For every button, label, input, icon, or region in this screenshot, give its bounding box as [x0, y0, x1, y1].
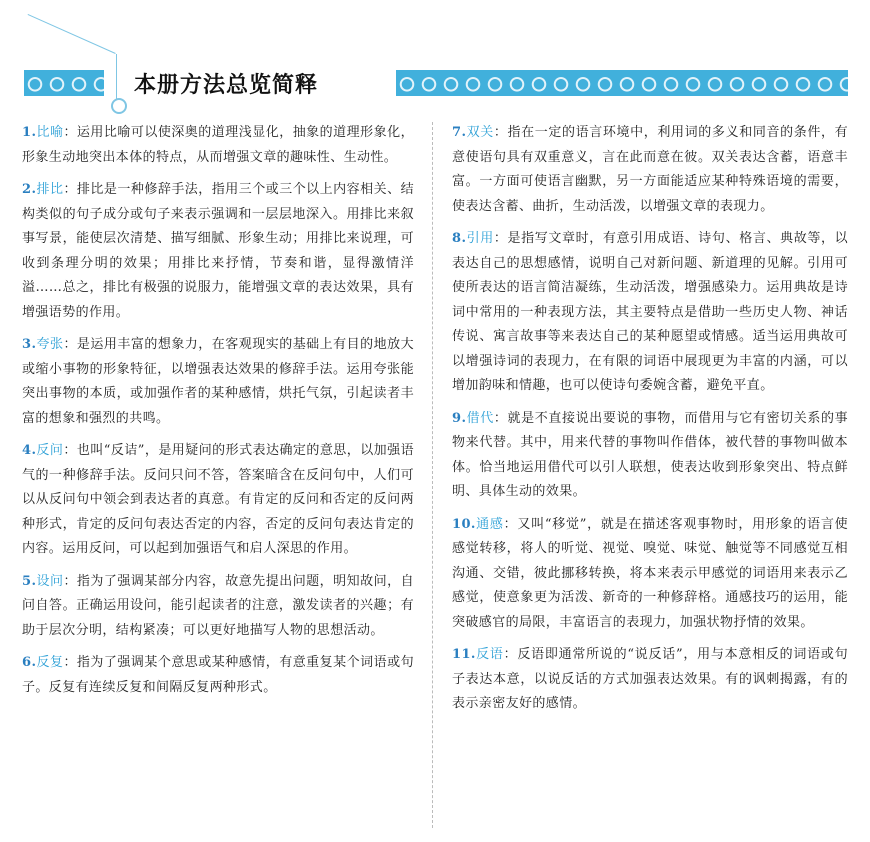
- item-term: 比喻: [36, 125, 64, 140]
- item-number: 5.: [22, 573, 37, 589]
- item-term: 排比: [36, 182, 64, 197]
- item-text: ：反语即通常所说的“说反话”，用与本意相反的词语或句子表达本意，以说反话的方式加强表达效果。有的讽刺揭露，有的表示亲密友好的感情。: [452, 647, 848, 711]
- method-item: [22, 570, 414, 644]
- item-term: 通感: [475, 516, 504, 532]
- item-text: ：指为了强调某部分内容，故意先提出问题，明知故问，自问自答。正确运用设问，能引起读者的注意，激发读者的兴趣；有助于层次分明，结构紧凑；可以更好地描写人物的思想活动。: [22, 573, 414, 638]
- method-item: [452, 407, 848, 505]
- method-item: [22, 121, 414, 170]
- item-number: 3.: [22, 337, 37, 352]
- item-text: ：排比是一种修辞手法，指用三个或三个以上内容相关、结构类似的句子成分或句子来表示强调和一层层地深入。用排比来叙事写景，能使层次清楚、描写细腻、形象生动；用排比来说理，可收到条理分明的效果；用排比来抒情，节奏和谐，显得激情洋溢……总之，排比有极强的说服力，能增强文章的表达效果，具有增强语势的作用。: [22, 182, 414, 320]
- item-term: 反复: [36, 655, 64, 670]
- method-item: [452, 513, 848, 636]
- item-number: 10.: [452, 516, 476, 532]
- item-term: 引用: [466, 231, 494, 246]
- decorative-diagonal-line: [28, 14, 116, 54]
- method-item: [22, 651, 414, 700]
- item-number: 9.: [452, 410, 467, 426]
- item-term: 反问: [36, 443, 64, 458]
- method-item: [22, 333, 414, 431]
- page-title: 本册方法总览简释: [134, 73, 319, 98]
- item-term: 反语: [475, 647, 504, 662]
- method-item: [452, 121, 848, 219]
- item-number: 11.: [452, 647, 476, 662]
- item-term: 借代: [466, 410, 494, 426]
- item-term: 夸张: [36, 337, 64, 352]
- column-divider: [432, 122, 433, 828]
- right-column: [452, 121, 848, 725]
- method-item: [452, 227, 848, 399]
- method-item: [22, 439, 414, 562]
- item-number: 2.: [22, 182, 37, 197]
- item-text: ：指在一定的语言环境中，利用词的多义和同音的条件，有意使语句具有双重意义，言在此而意在彼。双关表达含蓄，语意丰富。一方面可使语言幽默，另一方面能适应某种特殊语境的需要，使表达含蓄、曲折，生动活泼，以增强文章的表现力。: [452, 125, 848, 214]
- header-decorative-band-right: [396, 70, 848, 96]
- method-item: [452, 643, 848, 717]
- item-term: 双关: [466, 125, 494, 140]
- item-number: 8.: [452, 231, 467, 246]
- left-column: [22, 121, 414, 708]
- item-term: 设问: [36, 573, 64, 589]
- decorative-ring-icon: [111, 98, 127, 114]
- item-text: ：又叫“移觉”，就是在描述客观事物时，用形象的语言使感觉转移，将人的听觉、视觉、嗅觉、味觉、触觉等不同感觉互相沟通、交错，彼此挪移转换，将本来表示甲感觉的词语用来表示乙感觉，使意象更为活泼、新奇的一种修辞格。通感技巧的运用，能突破感官的局限，丰富语言的表现力，加强状物抒情的效果。: [452, 516, 848, 630]
- item-number: 6.: [22, 655, 37, 670]
- item-number: 4.: [22, 443, 37, 458]
- item-number: 1.: [22, 125, 37, 140]
- header-decorative-band-left: [24, 70, 104, 96]
- decorative-vertical-line: [116, 54, 117, 100]
- item-number: 7.: [452, 125, 467, 140]
- item-text: ：也叫“反诘”，是用疑问的形式表达确定的意思，以加强语气的一种修辞手法。反问只问不答，答案暗含在反问句中，人们可以从反问句中领会到表达者的真意。有肯定的反问和否定的反问两种形式，肯定的反问句表达否定的内容，否定的反问句表达肯定的内容。运用反问，可以起到加强语气和启人深思的作用。: [22, 443, 414, 556]
- item-text: ：是运用丰富的想象力，在客观现实的基础上有目的地放大或缩小事物的形象特征，以增强表达效果的修辞手法。运用夸张能突出事物的本质，或加强作者的某种感情，烘托气氛，引起读者丰富的想象和强烈的共鸣。: [22, 337, 414, 426]
- item-text: ：是指写文章时，有意引用成语、诗句、格言、典故等，以表达自己的思想感情，说明自己对新问题、新道理的见解。引用可使所表达的语言简洁凝练，生动活泼，增强感染力。运用典故是诗词中常用的一种表现方法，其主要特点是借助一些历史人物、神话传说、寓言故事等来表达自己的某种愿望或情感。适当运用典故可以增强诗词的表现力，在有限的词语中展现更为丰富的内涵，可以增加韵味和情趣，也可以使诗句委婉含蓄，避免平直。: [452, 231, 848, 393]
- method-item: [22, 178, 414, 325]
- item-text: ：运用比喻可以使深奥的道理浅显化，抽象的道理形象化，形象生动地突出本体的特点，从而增强文章的趣味性、生动性。: [22, 125, 414, 165]
- item-text: ：就是不直接说出要说的事物，而借用与它有密切关系的事物来代替。其中，用来代替的事物叫作借体，被代替的事物叫做本体。恰当地运用借代可以引人联想，使表达收到形象突出、特点鲜明、具体生动的效果。: [452, 410, 848, 499]
- item-text: ：指为了强调某个意思或某种感情，有意重复某个词语或句子。反复有连续反复和间隔反复两种形式。: [22, 655, 414, 695]
